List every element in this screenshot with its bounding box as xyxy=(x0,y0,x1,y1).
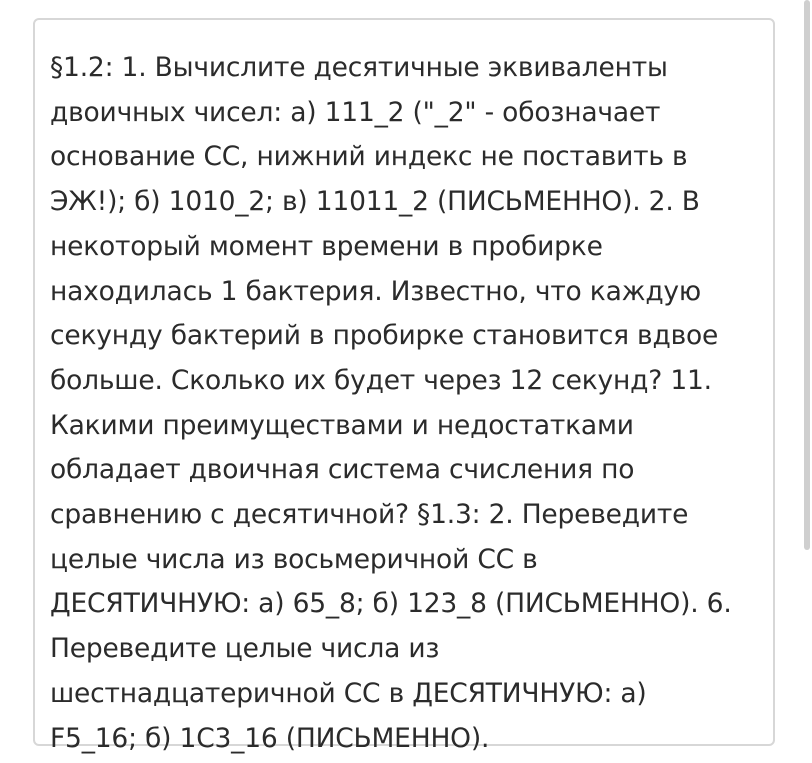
scrollbar[interactable] xyxy=(802,0,812,763)
task-line: основание СС, нижний индекс не поставить в xyxy=(50,141,688,173)
task-text xyxy=(50,46,750,761)
task-line: ЭЖ!); б) 1010_2; в) 11011_2 (ПИСЬМЕННО). 2. В xyxy=(50,186,700,218)
task-line: F5_16; б) 1С3_16 (ПИСЬМЕННО). xyxy=(50,722,490,754)
task-line: находилась 1 бактерия. Известно, что каждую xyxy=(50,275,702,307)
task-line: некоторый момент времени в пробирке xyxy=(50,230,603,262)
task-line: двоичных чисел: а) 111_2 ("_2" - обозначает xyxy=(50,96,661,128)
task-line: секунду бактерий в пробирке становится вдвое xyxy=(50,320,719,352)
task-line: Переведите целые числа из xyxy=(50,633,440,665)
task-line: целые числа из восьмеричной СС в xyxy=(50,543,538,575)
task-line: больше. Сколько их будет через 12 секунд? 11. xyxy=(50,364,712,396)
task-line: Какими преимуществами и недостатками xyxy=(50,409,634,441)
task-line: шестнадцатеричной СС в ДЕСЯТИЧНУЮ: а) xyxy=(50,677,647,709)
task-line: сравнению с десятичной? §1.3: 2. Переведите xyxy=(50,499,689,531)
task-line: §1.2: 1. Вычислите десятичные эквиваленты xyxy=(50,52,668,83)
task-line: обладает двоичная система счисления по xyxy=(50,454,635,486)
task-text-box[interactable] xyxy=(33,18,775,754)
task-line: ДЕСЯТИЧНУЮ: а) 65_8; б) 123_8 (ПИСЬМЕННО). 6. xyxy=(50,588,732,620)
scrollbar-thumb[interactable] xyxy=(804,0,810,550)
